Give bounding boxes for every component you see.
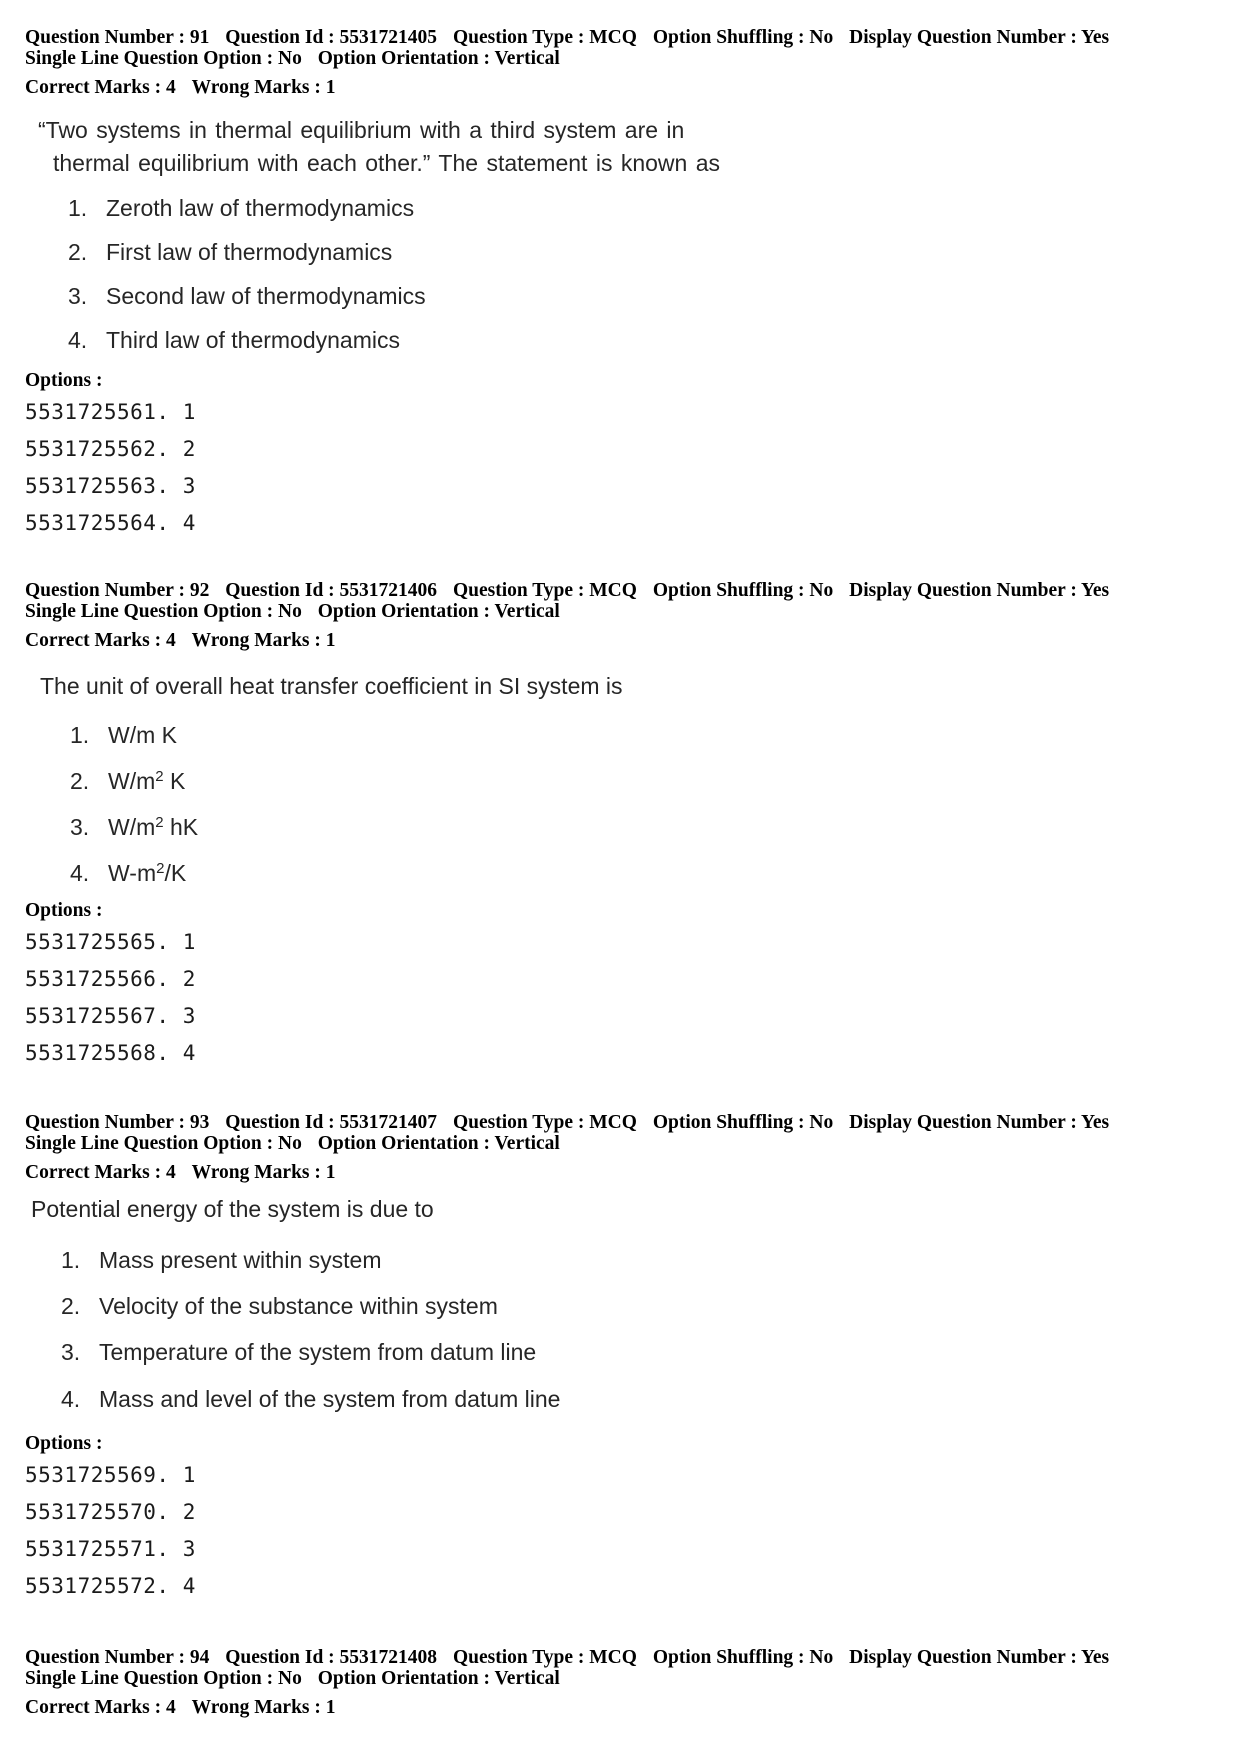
answer-choice — [61, 1339, 536, 1366]
choice-text: Mass and level of the system from datum line — [99, 1386, 561, 1412]
choice-number: 3. — [70, 814, 90, 840]
options-label: Options : — [25, 1433, 103, 1454]
wrong-marks: Wrong Marks : 1 — [191, 630, 336, 651]
choice-text-suffix: /K — [164, 860, 187, 886]
options-label: Options : — [25, 900, 103, 921]
question-meta-line-1 — [25, 1112, 1109, 1133]
choice-number: 3. — [61, 1339, 81, 1365]
single-line-question-option: Single Line Question Option : No — [25, 1133, 302, 1154]
question-marks — [25, 77, 336, 98]
single-line-question-option: Single Line Question Option : No — [25, 601, 302, 622]
choice-number: 1. — [61, 1247, 81, 1273]
option-id: 5531725563. 3 — [25, 474, 196, 498]
option-shuffling: Option Shuffling : No — [652, 27, 834, 48]
option-orientation: Option Orientation : Vertical — [317, 1668, 560, 1689]
option-shuffling: Option Shuffling : No — [652, 1647, 834, 1668]
superscript: 2 — [155, 768, 164, 785]
question-meta-line-1 — [25, 580, 1109, 601]
option-id: 5531725567. 3 — [25, 1004, 196, 1028]
choice-number: 4. — [68, 327, 88, 353]
choice-number: 2. — [61, 1293, 81, 1319]
correct-marks: Correct Marks : 4 — [25, 630, 176, 651]
option-id: 5531725571. 3 — [25, 1537, 196, 1561]
question-number: Question Number : 93 — [25, 1112, 210, 1133]
options-label: Options : — [25, 370, 103, 391]
question-meta-line-2 — [25, 601, 560, 622]
question-marks — [25, 1162, 336, 1183]
question-type: Question Type : MCQ — [452, 1647, 637, 1668]
question-number: Question Number : 91 — [25, 27, 210, 48]
question-stem — [40, 670, 623, 703]
option-orientation: Option Orientation : Vertical — [317, 1133, 560, 1154]
choice-number: 1. — [68, 195, 88, 221]
option-id: 5531725565. 1 — [25, 930, 196, 954]
question-meta-line-1 — [25, 1647, 1109, 1668]
choice-text-suffix: hK — [163, 814, 199, 840]
question-id: Question Id : 5531721405 — [225, 27, 438, 48]
answer-choice — [70, 814, 198, 841]
question-type: Question Type : MCQ — [452, 27, 637, 48]
option-id: 5531725569. 1 — [25, 1463, 196, 1487]
question-stem — [31, 1193, 434, 1226]
choice-number: 2. — [70, 768, 90, 794]
question-meta-line-2 — [25, 1133, 560, 1154]
choice-text: Velocity of the substance within system — [99, 1293, 498, 1319]
question-stem-line: Potential energy of the system is due to — [31, 1196, 434, 1222]
choice-number: 1. — [70, 722, 90, 748]
option-id: 5531725572. 4 — [25, 1574, 196, 1598]
question-type: Question Type : MCQ — [452, 1112, 637, 1133]
option-id: 5531725564. 4 — [25, 511, 196, 535]
choice-text: W/m — [108, 814, 156, 840]
display-question-number: Display Question Number : Yes — [849, 580, 1110, 601]
answer-choice — [61, 1386, 560, 1413]
choice-text-suffix: K — [163, 768, 186, 794]
option-shuffling: Option Shuffling : No — [652, 1112, 834, 1133]
correct-marks: Correct Marks : 4 — [25, 1697, 176, 1718]
question-number: Question Number : 94 — [25, 1647, 210, 1668]
option-id: 5531725566. 2 — [25, 967, 196, 991]
answer-choice — [68, 239, 392, 266]
answer-choice — [61, 1293, 498, 1320]
answer-choice — [70, 768, 185, 795]
choice-text: First law of thermodynamics — [106, 239, 393, 265]
display-question-number: Display Question Number : Yes — [849, 27, 1110, 48]
wrong-marks: Wrong Marks : 1 — [191, 1162, 336, 1183]
answer-choice — [61, 1247, 381, 1274]
question-marks — [25, 1697, 336, 1718]
question-stem-line: The unit of overall heat transfer coefficient in SI system is — [40, 673, 623, 699]
question-number: Question Number : 92 — [25, 580, 210, 601]
question-meta-line-2 — [25, 1668, 560, 1689]
choice-text: Second law of thermodynamics — [106, 283, 426, 309]
question-type: Question Type : MCQ — [452, 580, 637, 601]
question-marks — [25, 630, 336, 651]
correct-marks: Correct Marks : 4 — [25, 77, 176, 98]
option-id: 5531725561. 1 — [25, 400, 196, 424]
choice-text: W-m — [108, 860, 157, 886]
superscript: 2 — [156, 860, 165, 877]
option-id: 5531725562. 2 — [25, 437, 196, 461]
superscript: 2 — [155, 814, 164, 831]
choice-text: Third law of thermodynamics — [106, 327, 400, 353]
single-line-question-option: Single Line Question Option : No — [25, 1668, 302, 1689]
wrong-marks: Wrong Marks : 1 — [191, 77, 336, 98]
display-question-number: Display Question Number : Yes — [849, 1112, 1110, 1133]
choice-number: 4. — [70, 860, 90, 886]
question-meta-line-1 — [25, 27, 1109, 48]
question-id: Question Id : 5531721407 — [225, 1112, 438, 1133]
display-question-number: Display Question Number : Yes — [849, 1647, 1110, 1668]
option-orientation: Option Orientation : Vertical — [317, 601, 560, 622]
answer-choice — [68, 283, 426, 310]
option-orientation: Option Orientation : Vertical — [317, 48, 560, 69]
question-id: Question Id : 5531721408 — [225, 1647, 438, 1668]
choice-text: Mass present within system — [99, 1247, 382, 1273]
choice-text: Zeroth law of thermodynamics — [106, 195, 415, 221]
choice-number: 4. — [61, 1386, 81, 1412]
wrong-marks: Wrong Marks : 1 — [191, 1697, 336, 1718]
question-stem — [38, 114, 720, 180]
question-stem-line: “Two systems in thermal equilibrium with a third system are in — [38, 117, 685, 143]
option-shuffling: Option Shuffling : No — [652, 580, 834, 601]
single-line-question-option: Single Line Question Option : No — [25, 48, 302, 69]
answer-choice — [68, 327, 400, 354]
question-stem-line: thermal equilibrium with each other.” The statement is known as — [53, 150, 720, 176]
choice-number: 2. — [68, 239, 88, 265]
answer-choice — [70, 722, 177, 749]
choice-number: 3. — [68, 283, 88, 309]
choice-text: Temperature of the system from datum line — [99, 1339, 537, 1365]
choice-text: W/m K — [108, 722, 177, 748]
option-id: 5531725568. 4 — [25, 1041, 196, 1065]
answer-choice — [70, 860, 186, 887]
choice-text: W/m — [108, 768, 156, 794]
correct-marks: Correct Marks : 4 — [25, 1162, 176, 1183]
option-id: 5531725570. 2 — [25, 1500, 196, 1524]
answer-choice — [68, 195, 414, 222]
question-meta-line-2 — [25, 48, 560, 69]
question-id: Question Id : 5531721406 — [225, 580, 438, 601]
